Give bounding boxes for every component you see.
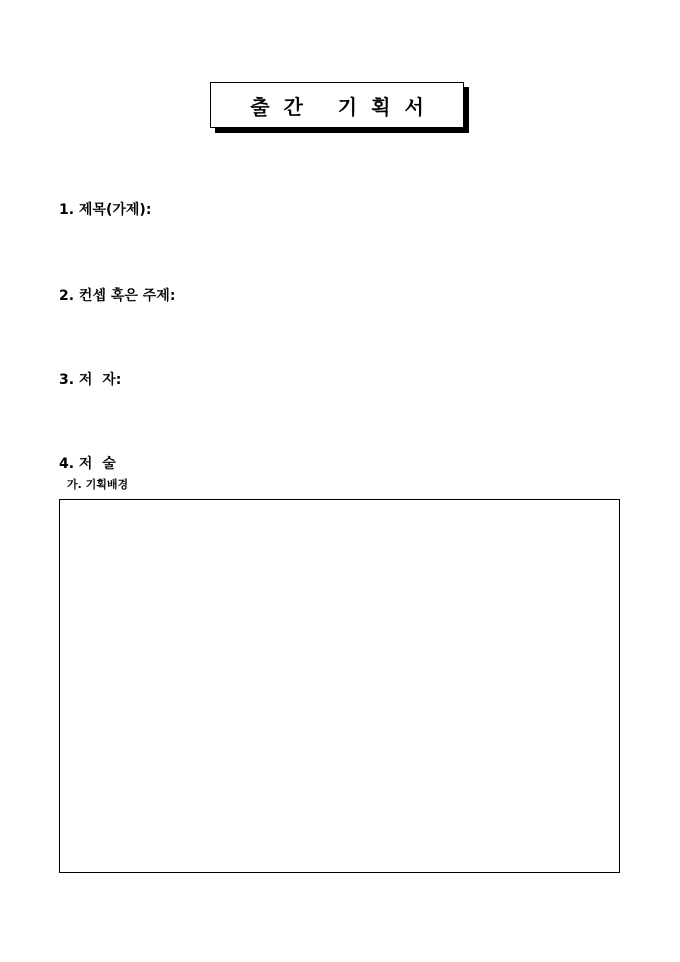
concept-field-label: 2. 컨셉 혹은 주제: bbox=[59, 288, 176, 304]
document-title-box bbox=[210, 82, 470, 134]
planning-background-box[interactable] bbox=[59, 499, 620, 873]
title-box-frame bbox=[210, 82, 464, 128]
title-field-label: 1. 제목(가제): bbox=[59, 202, 152, 218]
writing-field-label: 4. 저 술 bbox=[59, 456, 116, 472]
planning-background-label: 가. 기획배경 bbox=[67, 478, 129, 491]
document-title: 출간 기획서 bbox=[250, 94, 438, 119]
author-field-label: 3. 저 자: bbox=[59, 372, 122, 388]
